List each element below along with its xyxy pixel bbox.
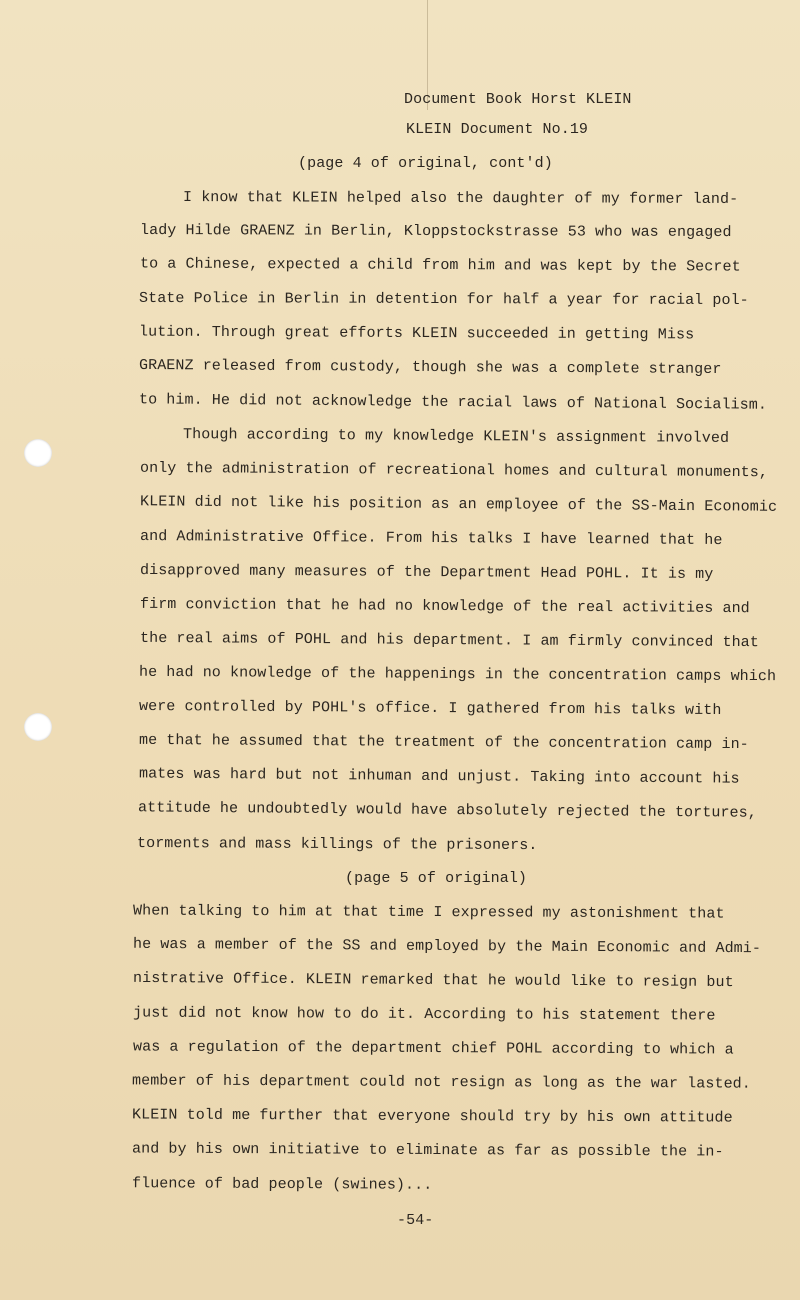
header-document-book: Document Book Horst KLEIN: [404, 91, 632, 108]
body-line: nistrative Office. KLEIN remarked that he would like to resign but: [132, 969, 734, 992]
body-line: only the administration of recreational homes and cultural monuments,: [139, 459, 769, 482]
body-line: KLEIN told me further that everyone should try by his own attitude: [131, 1106, 733, 1127]
body-line: lution. Through great efforts KLEIN succeeded in getting Miss: [138, 323, 695, 344]
body-line: to him. He did not acknowledge the racial laws of National Socialism.: [138, 391, 768, 414]
body-line: mates was hard but not inhuman and unjust. Taking into account his: [138, 765, 740, 788]
body-line: was a regulation of the department chief POHL according to which a: [132, 1038, 734, 1059]
section-label-page-5: (page 5 of original): [345, 870, 528, 887]
body-line: I know that KLEIN helped also the daughter of my former land-: [182, 189, 739, 208]
body-line: were controlled by POHL's office. I gathered from his talks with: [138, 697, 722, 720]
body-line: KLEIN did not like his position as an employee of the SS-Main Economic: [139, 493, 778, 516]
body-line: member of his department could not resign as long as the war lasted.: [131, 1072, 751, 1093]
body-line: Though according to my knowledge KLEIN's assignment involved: [182, 426, 730, 447]
body-line: torments and mass killings of the prisoners.: [136, 834, 538, 855]
body-line: lady Hilde GRAENZ in Berlin, Kloppstockstrasse 53 who was engaged: [139, 221, 732, 242]
body-line: firm conviction that he had no knowledge of the real activities and: [139, 595, 750, 618]
header-document-number: KLEIN Document No.19: [406, 121, 589, 138]
body-line: State Police in Berlin in detention for half a year for racial pol-: [138, 289, 749, 310]
body-line: me that he assumed that the treatment of the concentration camp in-: [138, 731, 749, 754]
body-line: he had no knowledge of the happenings in the concentration camps which: [138, 663, 777, 686]
body-line: just did not know how to do it. According to his statement there: [132, 1004, 716, 1025]
page-number: -54-: [397, 1212, 434, 1229]
body-line: fluence of bad people (swines)...: [131, 1175, 433, 1194]
body-line: to a Chinese, expected a child from him and was kept by the Secret: [139, 255, 741, 276]
punch-hole-upper: [24, 439, 52, 467]
section-label-page-4: (page 4 of original, cont'd): [298, 155, 553, 172]
body-line: and by his own initiative to eliminate as far as possible the in-: [131, 1140, 724, 1161]
body-line: and Administrative Office. From his talks I have learned that he: [139, 527, 723, 550]
body-line: When talking to him at that time I expressed my astonishment that: [132, 902, 725, 923]
body-line: disapproved many measures of the Department Head POHL. It is my: [139, 561, 714, 584]
body-line: GRAENZ released from custody, though she was a complete stranger: [138, 356, 722, 379]
body-line: he was a member of the SS and employed by the Main Economic and Admi-: [132, 935, 762, 958]
body-line: attitude he undoubtedly would have absolutely rejected the tortures,: [137, 799, 757, 822]
body-line: the real aims of POHL and his department. I am firmly convinced that: [139, 629, 759, 652]
punch-hole-lower: [24, 713, 52, 741]
